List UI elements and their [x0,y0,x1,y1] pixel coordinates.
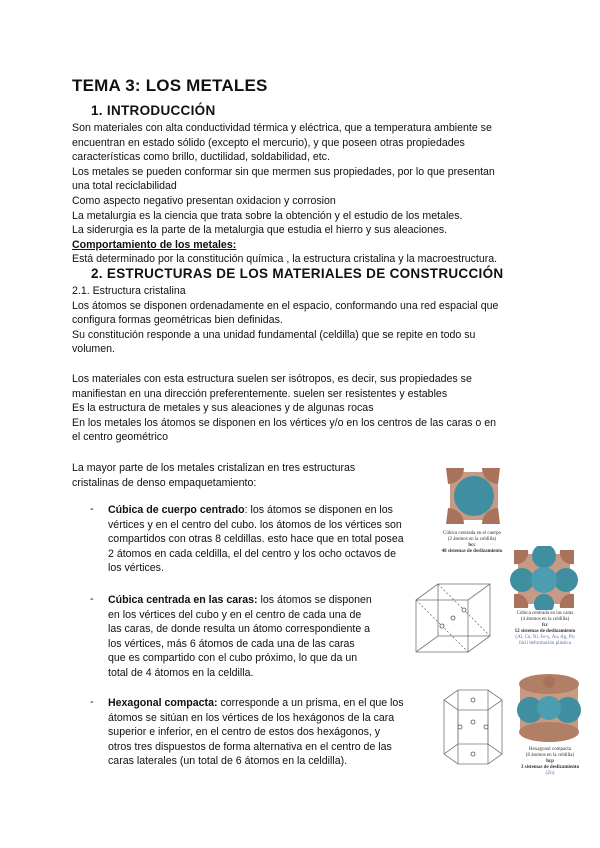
section-1-body [72,121,497,267]
structure-name: Cúbica centrada en las caras: [108,594,258,606]
text-line: Los materiales con esta estructura suelen ser isótropos, es decir, sus propiedades se [72,373,472,385]
section-2-intro [72,461,355,490]
structure-name: Hexagonal compacta: [108,697,218,709]
structure-name: Cúbica de cuerpo centrado [108,504,245,516]
text-line: Su constitución responde a una unidad fundamental (celdilla) que se repite en todo su [72,328,476,341]
text-line: superior e inferior, en el centro de estos dos hexágonos, y [108,726,381,739]
text-line: átomos se sitúan en los vértices de los hexágonos de la cara [108,711,395,724]
text-line: cristalinas de denso empaquetamiento: [72,476,257,489]
bullet-dash: - [90,503,94,515]
page-title: TEMA 3: LOS METALES [72,76,268,95]
text-line: Son materiales con alta conductividad térmica y eléctrica, que a temperatura ambiente se [72,122,492,134]
text-line: La siderurgia es la parte de la metalurgia que estudia el hierro y sus aleaciones. [72,224,448,237]
hcp-wireframe-illustration [438,682,514,772]
structure-bcc-text: Cúbica de cuerpo centrado: los átomos se disponen en los vértices y en el centro del cubo. los átomos de los vértices son compartidos con otras 8 celdillas. esto hace que en total posea 2 átomos en cada celdilla, el del centro y los ocho octavos de los vértices. [108,504,404,575]
fcc-wireframe-illustration [410,578,496,660]
text-line: total de 4 átomos en la celdilla. [108,666,254,679]
text-line: volumen. [72,343,115,356]
text-line: La mayor parte de los metales cristalizan en tres estructuras [72,462,356,474]
structure-fcc-text: Cúbica centrada en las caras: los átomos se disponen en los vértices del cubo y en el centro de cada una de las caras, de donde resulta un átomo correspondiente a los vértices, más 6 átomos de cada una de las caras que es compartido con el cubo próximo, lo que da un total de 4 átomos en la celdilla. [108,594,372,679]
text-line: La metalurgia es la ciencia que trata sobre la obtención y el estudio de los metales. [72,209,463,222]
text-line: una total reciclabilidad [72,180,177,193]
section-2-body-a [72,284,498,357]
hcp-cell-illustration [514,670,584,744]
text-line: En los metales los átomos se disponen en los vértices y/o en los centros de las caras o en [72,416,496,429]
text-line: Los átomos se disponen ordenadamente en el espacio, conformando una red espacial que [72,299,499,312]
center-atom [454,476,494,516]
section-1-heading: 1. INTRODUCCIÓN [91,103,216,118]
structure-hcp-text: Hexagonal compacta: corresponde a un prisma, en el que los átomos se sitúan en los vértices de los hexágonos de la cara superior e inferior, en el centro de estos dos hexágonos, y otros tres dispuestos de forma alternativa en el centro de las caras laterales (un total de 6 átomos en la celdilla). [108,697,404,768]
bullet-dash: - [90,696,94,708]
text-line: Está determinado por la constitución química , la estructura cristalina y la macroestructura. [72,253,498,266]
text-line: las caras, de donde resulta un átomo correspondiente a [108,623,371,636]
text-line: Los metales se pueden conformar sin que mermen sus propiedades, por lo que presentan [72,165,495,178]
text-line: que es compartido con el cubo próximo, lo que da un [108,652,358,665]
fcc-caption: Cúbica centrada en las caras (4 átomos en la celdilla) fcc 12 sistemas de deslizamiento (Al, Cu, Ni, Fe-γ, Au, Ag, Pt) fácil deformación plástica [514,611,576,646]
text-line: vértices y en el centro del cubo. los átomos de los vértices son [108,518,402,531]
text-line: caras laterales (un total de 6 átomos en la celdilla). [108,755,348,768]
text-line: manifiestan en una dirección preferentemente. suelen ser resistentes y estables [72,387,448,400]
text-line: el centro geométrico [72,431,168,444]
section-2-heading: 2. ESTRUCTURAS DE LOS MATERIALES DE CONSTRUCCIÓN [91,266,504,281]
text-line: los vértices. [108,562,164,575]
section-2-body-b [72,372,496,445]
bcc-cell-illustration [438,462,508,530]
text-line: compartidos con otras 8 celdillas. esto hace que en total posea [108,533,404,546]
text-line: configura formas geométricas bien definidas. [72,314,283,327]
text-line: 2 átomos en cada celdilla, el del centro y los ocho octavos de [108,547,396,560]
bcc-caption: Cúbica centrada en el cuerpo (2 átomos en la celdilla) bcc 48 sistemas de deslizamiento [441,531,503,554]
text-line: Como aspecto negativo presentan oxidacion y corrosion [72,194,336,207]
text-line: en los vértices del cubo y en el centro de cada una de [108,608,362,621]
text-line: encuentran en estado sólido (excepto el mercurio), y que poseen otras propiedades [72,136,465,149]
behavior-heading: Comportamiento de los metales: [72,238,237,251]
bullet-dash: - [90,593,94,605]
text-line: Es la estructura de metales y sus aleaciones y de algunas rocas [72,402,374,415]
text-line: características como brillo, ductilidad, soldabilidad, etc. [72,151,330,164]
subheading: 2.1. Estructura cristalina [72,285,186,297]
fcc-cell-illustration [508,546,582,610]
text-line: los vértices, más 6 átomos de cada una de las caras [108,637,355,650]
hcp-caption: Hexagonal compacta (6 átomos en la celdilla) hcp 3 sistemas de deslizamiento (Zn) [520,747,580,776]
text-line: otros tres dispuestos de forma alternativa en el centro de las [108,740,392,753]
